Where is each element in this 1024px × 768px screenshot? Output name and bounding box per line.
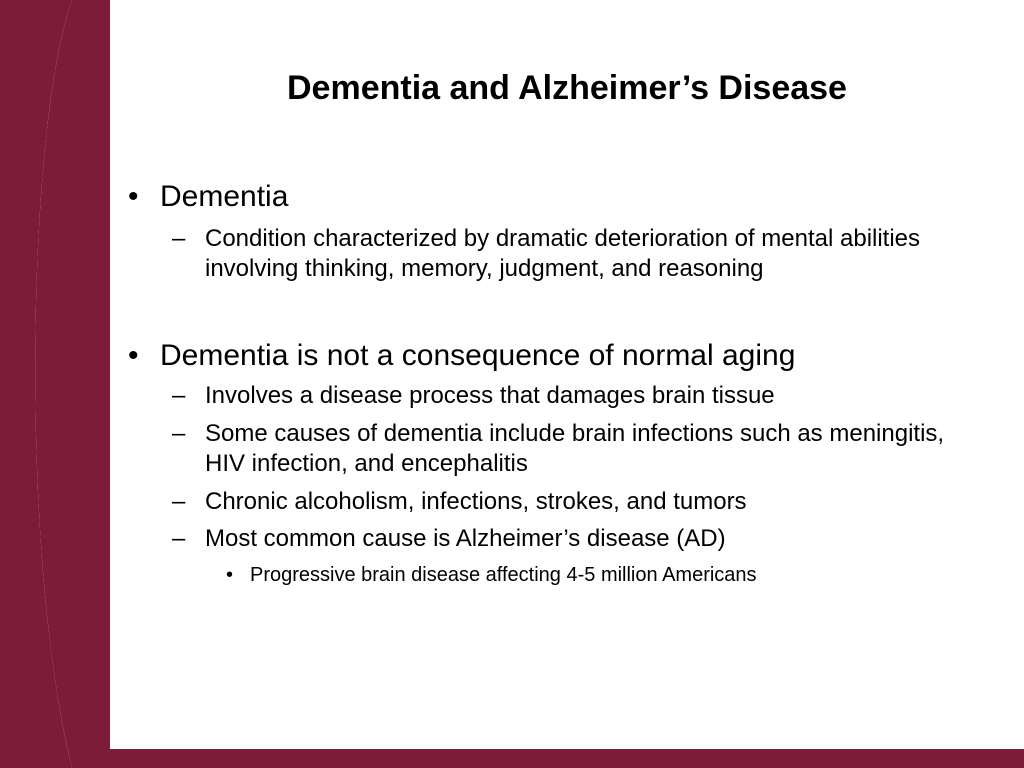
dash-mark: – [172, 420, 186, 447]
dash-mark: – [172, 382, 186, 409]
sub-bullet-text: Some causes of dementia include brain infections such as meningitis, HIV infection, and encephalitis [205, 420, 945, 477]
bullet-mark: • [128, 180, 139, 213]
bullet-mark: • [226, 564, 234, 586]
sub-bullet-disease-process [172, 381, 985, 411]
sub-bullet-text: Most common cause is Alzheimer’s disease (AD) [205, 525, 726, 552]
sub-sub-bullet-text: Progressive brain disease affecting 4-5 million Americans [250, 564, 757, 586]
bullet-text: Dementia [160, 180, 289, 213]
sub-bullet-text: Involves a disease process that damages brain tissue [205, 382, 775, 409]
dash-mark: – [172, 488, 186, 515]
sub-bullet-text: Chronic alcoholism, infections, strokes, and tumors [205, 488, 747, 515]
sub-bullet-text: Condition characterized by dramatic deterioration of mental abilities involving thinking, memory, judgment, and reasoning [205, 225, 921, 282]
dash-mark: – [172, 525, 186, 552]
dash-mark: – [172, 225, 186, 252]
sub-sub-bullet-progressive [226, 562, 757, 588]
sub-bullet-brain-infections [172, 419, 985, 479]
bullet-mark: • [128, 339, 139, 372]
sub-bullet-condition [172, 224, 985, 284]
bullet-text: Dementia is not a consequence of normal aging [160, 339, 796, 372]
slide-title: Dementia and Alzheimer’s Disease [287, 69, 847, 107]
bottom-band [110, 749, 1024, 768]
sub-bullet-most-common-cause [172, 524, 985, 554]
sub-bullet-chronic-alcoholism [172, 487, 985, 517]
